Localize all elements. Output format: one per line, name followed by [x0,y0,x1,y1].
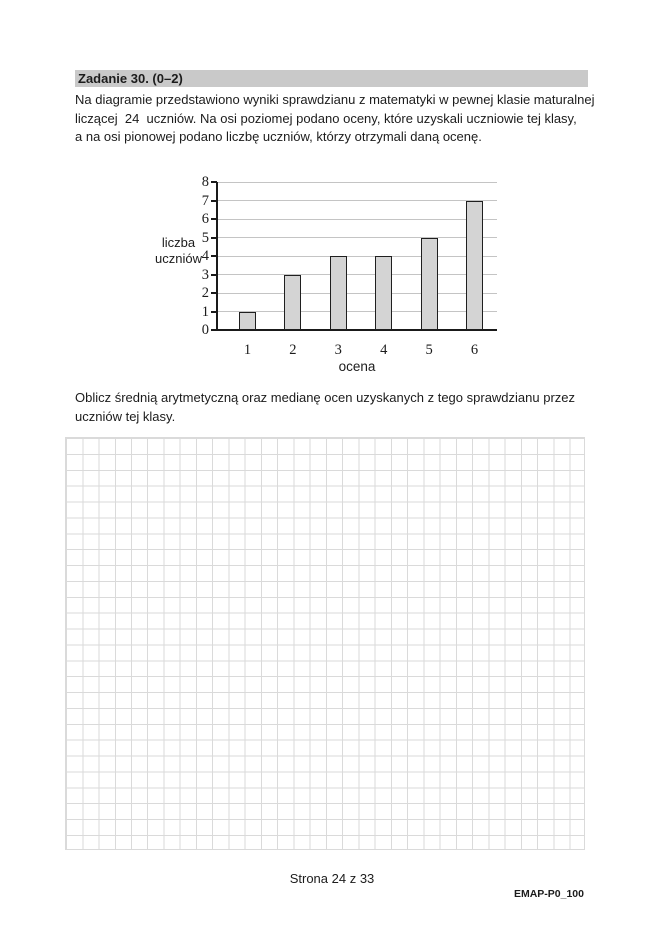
bar-grade-5 [421,238,438,331]
x-tick-label: 5 [425,342,433,358]
bar-grade-1 [239,312,256,331]
gridline [217,311,497,312]
task-description [75,91,595,147]
bar-grade-3 [330,256,347,330]
bar-chart [150,176,515,383]
page-number: Strona 24 z 33 [289,871,375,886]
exam-sheet-code: EMAP-P0_100 [513,888,584,900]
x-axis-title: ocena [338,359,376,374]
y-tick-label: 5 [201,229,209,246]
task-header: Zadanie 30. (0–2) [75,70,588,87]
y-tick-label: 4 [201,248,209,264]
y-tick-label: 7 [201,192,209,209]
bar-grade-2 [284,275,301,331]
y-tick-label: 2 [201,285,209,301]
y-tick-label: 8 [201,174,209,190]
bar-grade-6 [466,201,483,331]
task-question [75,389,595,426]
answer-graph-paper [65,437,585,850]
task-description-line: liczącej 24 uczniów. Na osi poziomej podano oceny, które uzyskali uczniowie tej klasy, [75,110,577,126]
gridline [217,237,497,238]
task-description-line: Na diagramie przedstawiono wyniki sprawdzianu z matematyki w pewnej klasie maturalnej [75,92,595,107]
x-tick-label: 1 [243,342,252,358]
y-tick-label: 3 [201,266,209,283]
gridline [217,219,497,220]
gridline [217,182,497,183]
y-tick-label: 6 [201,211,209,227]
bar-grade-4 [375,256,392,330]
y-axis-title: liczba uczniów [155,235,202,266]
gridline [217,200,497,201]
task-description-line: a na osi pionowej podano liczbę uczniów, którzy otrzymali daną ocenę. [75,129,482,144]
x-tick-label: 3 [334,342,342,358]
x-tick-label: 4 [380,342,388,358]
gridline [217,274,497,275]
gridline [217,256,497,257]
gridline [217,293,497,294]
task-question-line: uczniów tej klasy. [75,408,176,424]
y-axis-line [216,182,218,330]
x-tick-label: 2 [289,342,297,358]
x-axis-line [217,329,497,331]
task-question-line: Oblicz średnią arytmetyczną oraz medianę ocen uzyskanych z tego sprawdzianu przez [75,390,576,405]
y-tick-label: 1 [201,303,209,320]
x-tick-label: 6 [470,342,479,358]
y-tick-label: 0 [201,322,209,338]
